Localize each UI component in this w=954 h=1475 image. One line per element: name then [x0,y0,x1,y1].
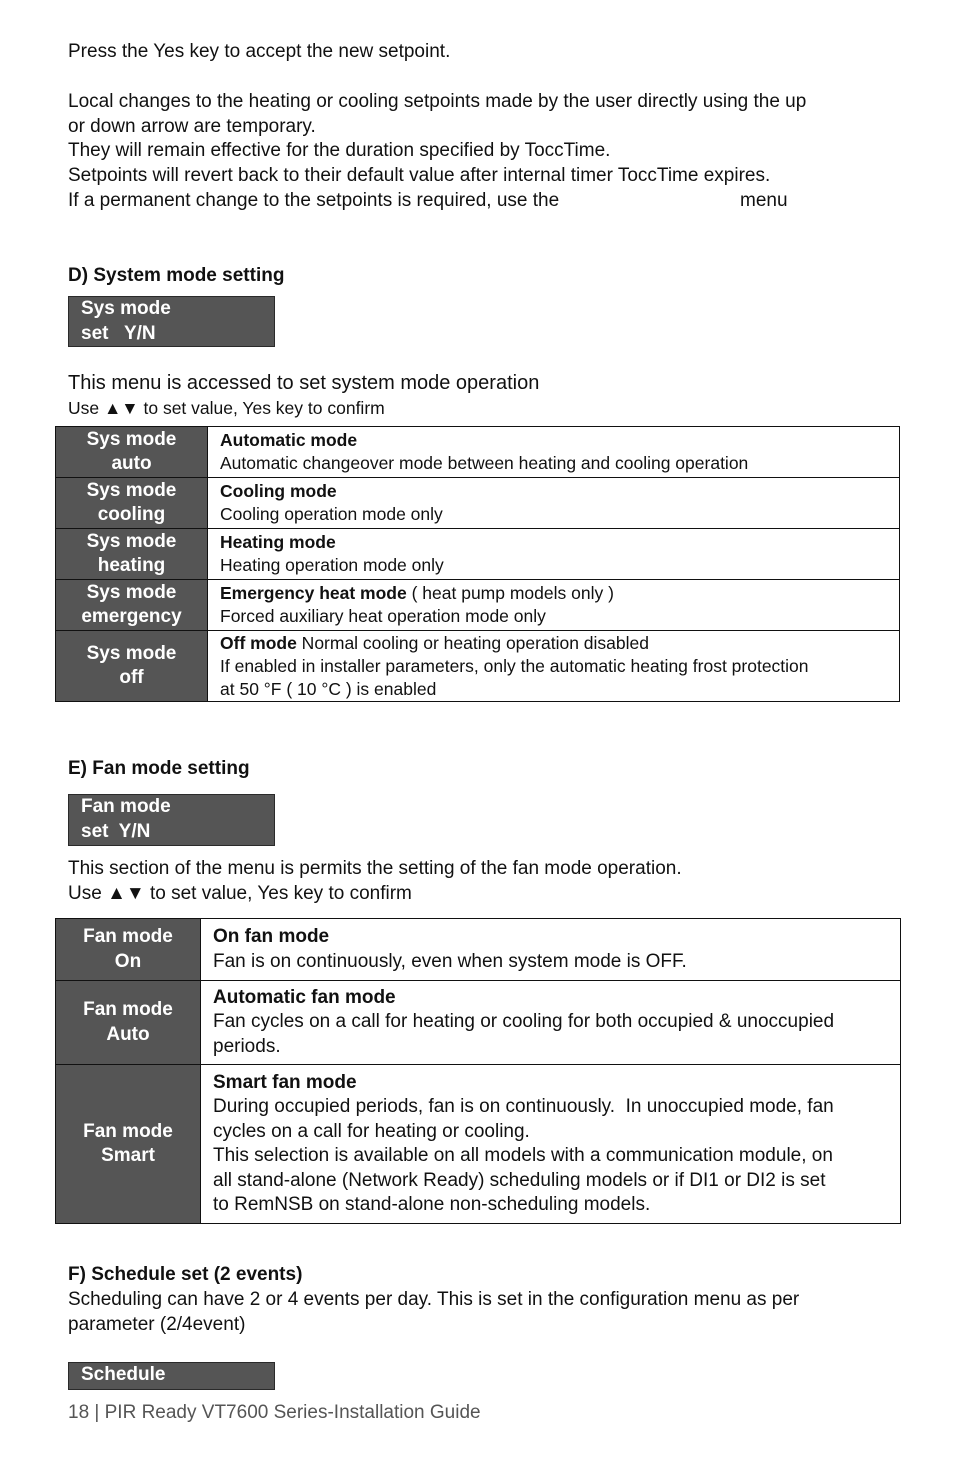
section-d-heading: D) System mode setting [68,265,285,286]
sys-mode-key: Sys mode emergency [56,580,208,631]
sys-mode-table [55,426,900,702]
section-f-line-2: parameter (2/4event) [68,1314,246,1335]
table-row [56,631,900,702]
section-e-heading: E) Fan mode setting [68,758,250,779]
fan-mode-table [55,918,901,1224]
intro-line-6-menu: menu [740,190,788,211]
section-f-heading: F) Schedule set (2 events) [68,1264,303,1285]
lcd-line-1: Sys mode [81,298,171,319]
section-e-hint: Use ▲▼ to set value, Yes key to confirm [68,883,412,904]
section-d-description: This menu is accessed to set system mode operation [68,372,540,394]
table-row [56,919,901,981]
fan-mode-key: Fan mode On [56,919,201,981]
sys-mode-key: Sys mode auto [56,427,208,478]
sys-mode-key: Sys mode cooling [56,478,208,529]
fan-mode-desc: Automatic fan mode Fan cycles on a call for heating or cooling for both occupied & unoccupied periods. [201,981,901,1065]
sys-mode-desc: Emergency heat mode ( heat pump models only ) Forced auxiliary heat operation mode only [208,580,900,631]
sys-mode-desc: Cooling mode Cooling operation mode only [208,478,900,529]
intro-line-1: Press the Yes key to accept the new setpoint. [68,41,451,62]
intro-line-4: They will remain effective for the duration specified by ToccTime. [68,140,611,161]
lcd-line-2: set Y/N [81,322,156,344]
intro-line-3: or down arrow are temporary. [68,116,316,137]
sys-mode-key: Sys mode off [56,631,208,702]
section-e-description: This section of the menu is permits the setting of the fan mode operation. [68,858,682,879]
section-f-line-1: Scheduling can have 2 or 4 events per day. This is set in the configuration menu as per [68,1289,800,1310]
sys-mode-desc: Off mode Normal cooling or heating operation disabled If enabled in installer parameters, only the automatic heating frost protection at 50 °F ( 10 °C ) is enabled [208,631,900,702]
sys-mode-desc: Heating mode Heating operation mode only [208,529,900,580]
table-row [56,981,901,1065]
fan-mode-key: Fan mode Auto [56,981,201,1065]
schedule-lcd [68,1362,275,1390]
sys-mode-lcd [68,296,275,347]
fan-mode-key: Fan mode Smart [56,1065,201,1224]
intro-line-6: If a permanent change to the setpoints is required, use the [68,190,560,211]
page-footer: 18 | PIR Ready VT7600 Series-Installation Guide [68,1402,481,1423]
lcd-line-2: set Y/N [81,820,151,842]
sys-mode-key: Sys mode heating [56,529,208,580]
intro-line-2: Local changes to the heating or cooling setpoints made by the user directly using the up [68,91,807,112]
sys-mode-desc: Automatic mode Automatic changeover mode between heating and cooling operation [208,427,900,478]
table-row [56,1065,901,1224]
section-d-hint: Use ▲▼ to set value, Yes key to confirm [68,398,385,418]
table-row [56,427,900,478]
fan-mode-lcd [68,794,275,846]
table-row [56,529,900,580]
table-row [56,478,900,529]
lcd-line-1: Schedule [81,1364,166,1385]
lcd-line-1: Fan mode [81,796,171,817]
fan-mode-desc: On fan mode Fan is on continuously, even when system mode is OFF. [201,919,901,981]
fan-mode-desc: Smart fan mode During occupied periods, fan is on continuously. In unoccupied mode, fan cycles on a call for heating or cooling. This selection is available on all models with a communication module, on all stand-alone (Network Ready) scheduling models or if DI1 or DI2 is set to RemNSB on stand-alone non-scheduling models. [201,1065,901,1224]
intro-line-5: Setpoints will revert back to their default value after internal timer ToccTime expires. [68,165,771,186]
table-row [56,580,900,631]
